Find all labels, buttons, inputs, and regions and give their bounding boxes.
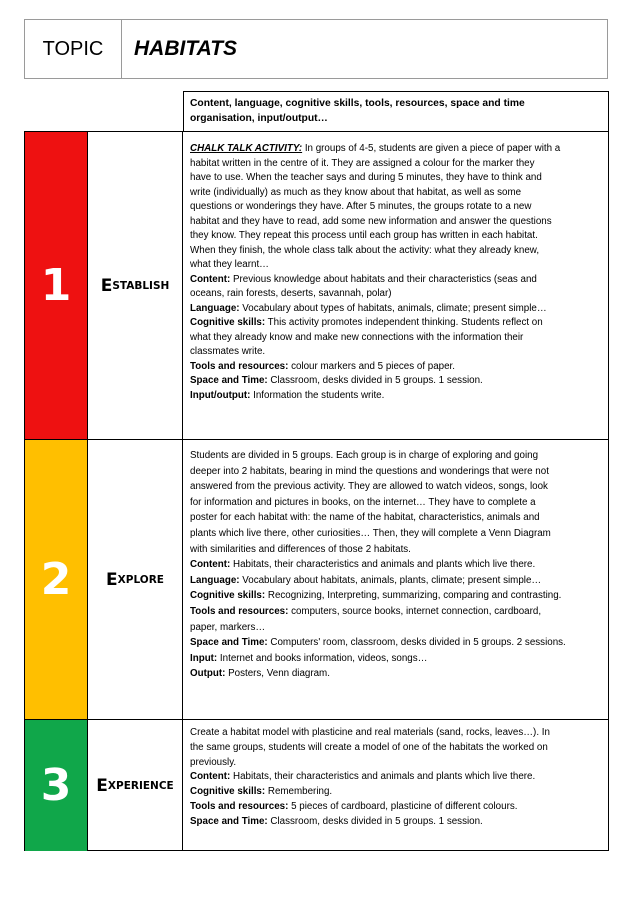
content-line bbox=[190, 215, 602, 230]
content-line bbox=[190, 510, 602, 526]
content-text: In groups of 4-5, students are given a piece of paper with a bbox=[302, 143, 561, 154]
detail-value: Information the students write. bbox=[250, 389, 385, 401]
header-line-2: organisation, input/output… bbox=[190, 113, 328, 124]
content-line bbox=[190, 200, 602, 215]
table-row bbox=[25, 719, 608, 851]
phase-rest: XPLORE bbox=[117, 573, 164, 586]
detail-line bbox=[190, 302, 602, 317]
detail-line bbox=[190, 389, 602, 404]
content-line bbox=[190, 526, 602, 542]
content-line bbox=[190, 258, 602, 273]
header-line-1: Content, language, cognitive skills, tools, resources, space and time bbox=[190, 98, 525, 109]
table-row bbox=[25, 439, 608, 719]
topic-label: TOPIC bbox=[25, 20, 122, 78]
content-line bbox=[190, 479, 602, 495]
detail-key: Cognitive skills: bbox=[190, 317, 266, 328]
content-text: Create a habitat model with plasticine and real materials (sand, rocks, leaves…). In bbox=[190, 727, 550, 738]
content-line bbox=[190, 157, 602, 172]
topic-bar bbox=[24, 19, 608, 79]
detail-line bbox=[190, 666, 602, 682]
detail-key: Tools and resources: bbox=[190, 800, 289, 812]
detail-key: Output: bbox=[190, 668, 226, 680]
detail-value: oceans, rain forests, deserts, savannah, polar) bbox=[190, 288, 392, 299]
detail-value: Habitats, their characteristics and animals and plants which live there. bbox=[230, 559, 536, 571]
table-row bbox=[25, 131, 608, 439]
detail-value: Classroom, desks divided in 5 groups. 1 session. bbox=[267, 815, 483, 827]
detail-line bbox=[190, 557, 602, 573]
detail-key: Input: bbox=[190, 652, 218, 664]
content-text: habitat and they have to read, add some new information and answer the questions bbox=[190, 215, 552, 227]
content-text: poster for each habitat with: the name of the habitat, characteristics, animals and bbox=[190, 512, 540, 524]
detail-value: computers, source books, internet connection, cardboard, bbox=[288, 605, 542, 617]
phase-name bbox=[87, 132, 183, 439]
detail-line bbox=[190, 815, 602, 830]
detail-value: Posters, Venn diagram. bbox=[225, 668, 330, 680]
detail-value: 5 pieces of cardboard, plasticine of different colours. bbox=[288, 800, 518, 812]
content-line bbox=[190, 142, 602, 157]
detail-value: This activity promotes independent thinking. Students reflect on bbox=[265, 317, 543, 328]
detail-key: Language: bbox=[190, 574, 240, 586]
detail-line bbox=[190, 360, 602, 375]
content-line bbox=[190, 741, 602, 756]
content-text: they know. They repeat this process until each group has written in each habitat. bbox=[190, 230, 538, 241]
detail-value: Computers' room, classroom, desks divided in 5 groups. 2 sessions. bbox=[267, 637, 566, 649]
phase-number: 1 bbox=[25, 132, 87, 439]
detail-line bbox=[190, 800, 602, 815]
content-text: deeper into 2 habitats, bearing in mind the questions and wonderings that were not bbox=[190, 465, 549, 477]
content-text: previously. bbox=[190, 756, 237, 768]
phase-number: 3 bbox=[25, 720, 87, 851]
detail-value: Habitats, their characteristics and animals and plants which live there. bbox=[230, 771, 536, 783]
detail-value: colour markers and 5 pieces of paper. bbox=[288, 360, 455, 372]
detail-line bbox=[190, 273, 602, 288]
topic-value: HABITATS bbox=[134, 37, 238, 60]
phase-content bbox=[190, 726, 602, 830]
detail-key: Tools and resources: bbox=[190, 360, 289, 372]
phases-table bbox=[24, 131, 609, 851]
phase-name bbox=[87, 720, 183, 851]
detail-key: Cognitive skills: bbox=[190, 786, 266, 798]
detail-value: Classroom, desks divided in 5 groups. 1 session. bbox=[267, 375, 483, 386]
content-line bbox=[190, 542, 602, 558]
detail-line bbox=[190, 770, 602, 785]
detail-value: Vocabulary about types of habitats, animals, climate; present simple… bbox=[239, 302, 547, 314]
phase-name bbox=[87, 440, 183, 719]
detail-value: what they already know and make new connections with the information their bbox=[190, 331, 524, 343]
activity-title: CHALK TALK ACTIVITY: bbox=[190, 143, 303, 154]
content-text: Students are divided in 5 groups. Each group is in charge of exploring and going bbox=[190, 450, 539, 461]
detail-line bbox=[190, 604, 602, 620]
detail-key: Input/output: bbox=[190, 389, 251, 401]
detail-key: Space and Time: bbox=[190, 815, 268, 827]
detail-key: Tools and resources: bbox=[190, 605, 289, 617]
phase-rest: STABLISH bbox=[112, 279, 170, 292]
detail-key: Content: bbox=[190, 559, 231, 571]
content-text: for information and pictures in books, on the internet… They have to complete a bbox=[190, 496, 536, 508]
detail-line bbox=[190, 331, 602, 346]
content-text: with similarities and differences of those 2 habitats. bbox=[190, 543, 411, 555]
content-line bbox=[190, 726, 602, 741]
content-line bbox=[190, 464, 602, 480]
content-text: habitat written in the centre of it. They are assigned a colour for the marker they bbox=[190, 157, 535, 169]
content-text: When they finish, the whole class talk about the activity: what they already knew, bbox=[190, 244, 540, 256]
detail-line bbox=[190, 620, 602, 636]
detail-value: Remembering. bbox=[265, 786, 333, 798]
content-line bbox=[190, 244, 602, 259]
phase-initial: E bbox=[96, 775, 108, 796]
detail-key: Space and Time: bbox=[190, 375, 268, 386]
detail-line bbox=[190, 635, 602, 651]
detail-line bbox=[190, 588, 602, 604]
detail-value: paper, markers… bbox=[190, 621, 266, 633]
detail-line bbox=[190, 374, 602, 389]
content-line bbox=[190, 495, 602, 511]
detail-key: Content: bbox=[190, 273, 231, 285]
detail-value: Recognizing, Interpreting, summarizing, comparing and contrasting. bbox=[265, 590, 562, 602]
phase-initial: E bbox=[106, 569, 118, 590]
detail-line bbox=[190, 651, 602, 667]
detail-line bbox=[190, 785, 602, 800]
phase-number: 2 bbox=[25, 440, 87, 719]
detail-key: Space and Time: bbox=[190, 637, 268, 649]
content-line bbox=[190, 171, 602, 186]
content-line bbox=[190, 448, 602, 464]
content-text: what they learnt… bbox=[190, 259, 269, 270]
content-text: write (individually) as much as they know about that habitat, as well as some bbox=[190, 186, 522, 198]
content-line bbox=[190, 756, 602, 771]
content-line bbox=[190, 229, 602, 244]
detail-line bbox=[190, 345, 602, 360]
detail-value: Previous knowledge about habitats and their characteristics (seas and bbox=[230, 273, 537, 285]
detail-line bbox=[190, 287, 602, 302]
phase-content bbox=[190, 142, 602, 403]
content-text: answered from the previous activity. They are allowed to watch videos, songs, look bbox=[190, 481, 548, 493]
detail-value: classmates write. bbox=[190, 346, 266, 357]
detail-value: Vocabulary about habitats, animals, plants, climate; present simple… bbox=[239, 574, 542, 586]
table-header bbox=[183, 91, 609, 131]
detail-line bbox=[190, 316, 602, 331]
phase-content bbox=[190, 448, 602, 682]
detail-key: Cognitive skills: bbox=[190, 590, 266, 602]
content-text: plants which live there, other curiosities… Then, they will complete a Venn Diagram bbox=[190, 527, 551, 539]
detail-line bbox=[190, 573, 602, 589]
phase-rest: XPERIENCE bbox=[107, 779, 174, 792]
phase-initial: E bbox=[100, 275, 113, 296]
content-text: have to use. When the teacher says and during 5 minutes, they have to think and bbox=[190, 172, 542, 183]
detail-key: Language: bbox=[190, 302, 240, 314]
content-text: the same groups, students will create a model of one of the habitats the worked on bbox=[190, 741, 548, 753]
content-line bbox=[190, 186, 602, 201]
detail-key: Content: bbox=[190, 771, 231, 783]
detail-value: Internet and books information, videos, songs… bbox=[217, 652, 428, 664]
content-text: questions or wonderings they have. After 5 minutes, the groups rotate to a new bbox=[190, 201, 532, 212]
